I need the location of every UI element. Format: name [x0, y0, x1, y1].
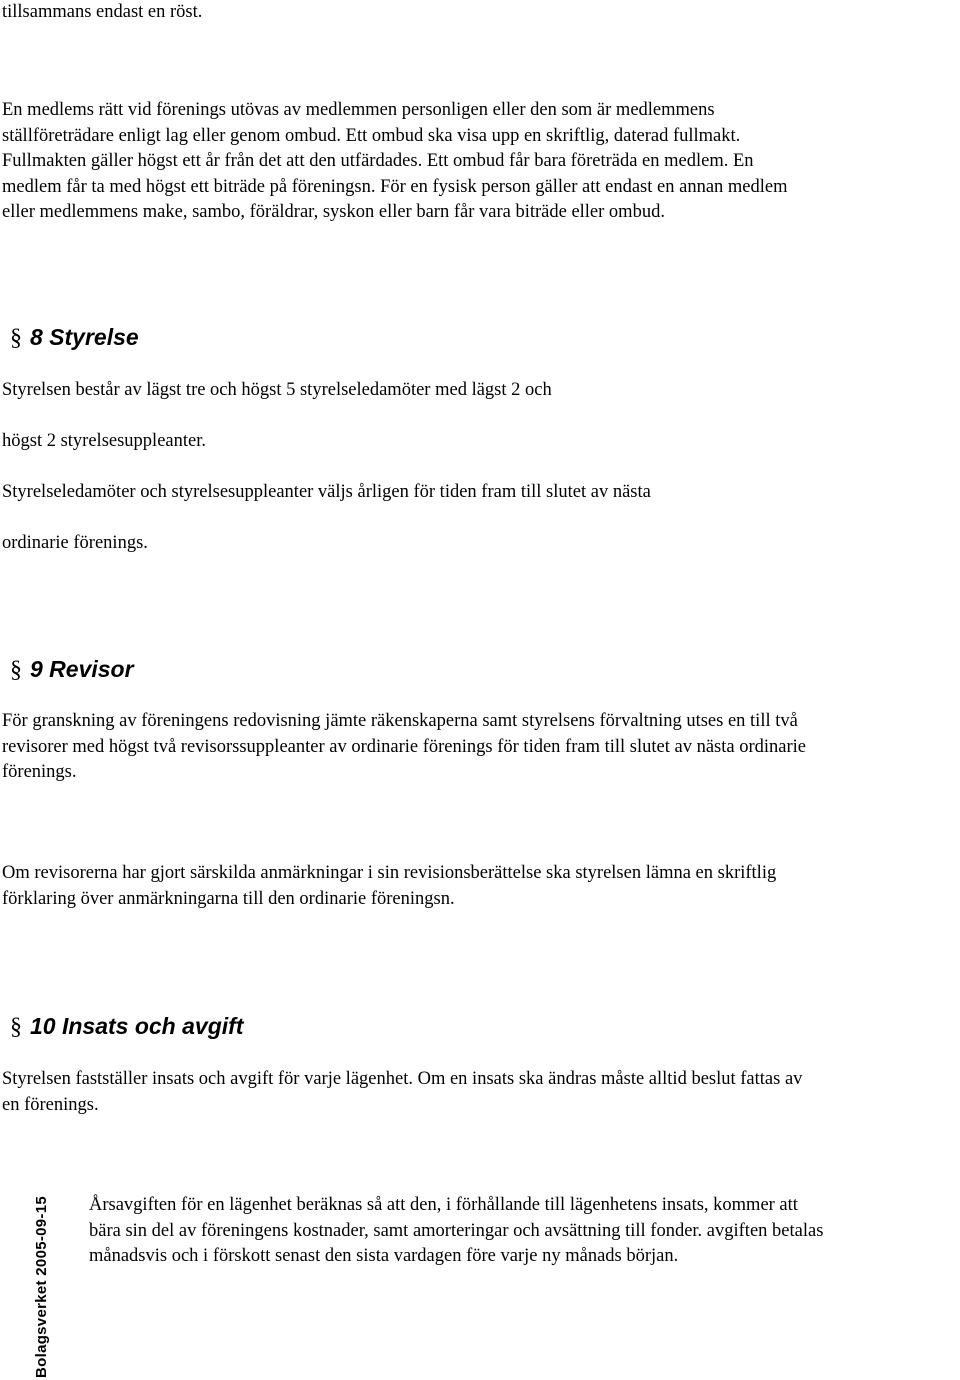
ombud-paragraph: En medlems rätt vid förenings utövas av medlemmen personligen eller den som är medlemmens ställföreträdare enligt lag eller genom ombud. Ett ombud ska visa upp en skriftlig, daterad fullmakt. Fullmakten gäller högst ett år från det att den utfärdades. Ett ombud får bara företräda en medlem. En medlem får ta med högst ett biträde på föreningsn. För en fysisk person gäller att endast en annan medlem eller medlemmens make, sambo, föräldrar, syskon eller barn får vara biträde eller ombud.	[2, 100, 788, 222]
section-10-paragraph-2: Årsavgiften för en lägenhet beräknas så att den, i förhållande till lägenhetens insats, kommer att bära sin del av föreningens kostnader, samt amorteringar och avsättning till fonder. avgiften betalas månadsvis och i förskott senast den sista vardagen före varje ny månads början.	[89, 1195, 824, 1266]
section-8-heading	[10, 323, 139, 352]
section-8-title: 8 Styrelse	[30, 324, 139, 350]
section-symbol: §	[10, 657, 22, 683]
section-10-heading	[10, 1012, 243, 1041]
section-8-paragraph-1: Styrelsen består av lägst tre och högst 5 styrelseledamöter med lägst 2 och högst 2 styrelsesuppleanter.	[2, 380, 552, 451]
section-8-paragraph-2: Styrelseledamöter och styrelsesuppleanter väljs årligen för tiden fram till slutet av nästa ordinarie förenings.	[2, 482, 651, 553]
registration-stamp	[22, 1195, 62, 1378]
section-9-heading	[10, 655, 134, 684]
stamp-text: Bolagsverket 2005-09-15	[33, 1195, 50, 1378]
section-9-title: 9 Revisor	[30, 656, 134, 682]
section-9-paragraph-2: Om revisorerna har gjort särskilda anmärkningar i sin revisionsberättelse ska styrelsen lämna en skriftlig förklaring över anmärkningarna till den ordinarie föreningsn.	[2, 863, 777, 909]
section-symbol: §	[10, 1014, 22, 1040]
section-10-title: 10 Insats och avgift	[30, 1013, 244, 1039]
section-10-paragraph-1: Styrelsen fastställer insats och avgift för varje lägenhet. Om en insats ska ändras måste alltid beslut fattas av en förenings.	[2, 1069, 803, 1115]
section-9-paragraph-1: För granskning av föreningens redovisning jämte räkenskaperna samt styrelsens förvaltning utses en till två revisorer med högst två revisorssuppleanter av ordinarie förenings för tiden fram till slutet av nästa ordinarie förenings.	[2, 711, 806, 782]
section-symbol: §	[10, 325, 22, 351]
intro-fragment: tillsammans endast en röst.	[2, 2, 203, 22]
